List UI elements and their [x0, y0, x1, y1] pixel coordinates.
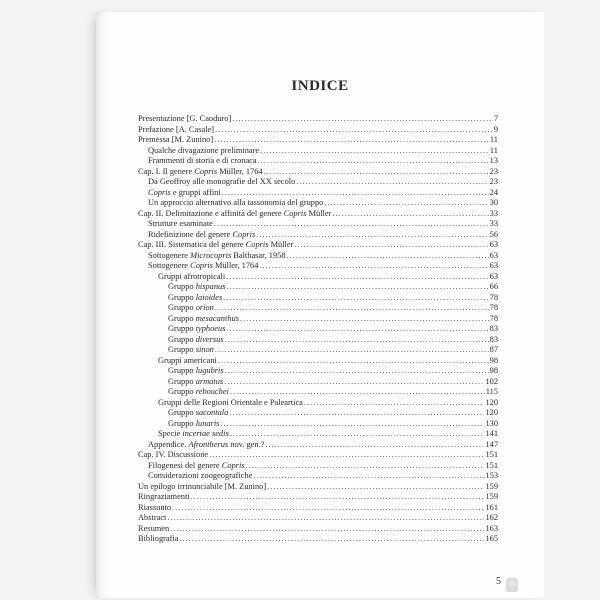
toc-entry-page: 98 — [489, 366, 498, 375]
toc-entry — [138, 335, 498, 346]
toc-entry — [138, 261, 498, 272]
toc-entry-text: Gruppo — [168, 345, 196, 354]
toc-entry-italic-text: sacontala — [195, 408, 229, 417]
toc-entry — [138, 240, 498, 251]
toc-entry — [138, 219, 498, 230]
dot-leader — [225, 366, 489, 377]
toc-entry-text: Müller, 1764 — [217, 166, 263, 176]
toc-entry-page: 162 — [485, 513, 498, 522]
toc-entry-text: Considerazioni zoogeografiche — [148, 471, 253, 480]
toc-entry-page: 78 — [489, 292, 498, 302]
toc-entry — [138, 366, 498, 377]
toc-entry-page: 163 — [485, 523, 498, 533]
toc-entry — [138, 125, 498, 136]
toc-entry-italic-text: sinon — [195, 345, 214, 354]
toc-entry-page: 151 — [485, 460, 498, 470]
toc-entry-page: 151 — [485, 450, 498, 459]
toc-entry-title — [148, 471, 252, 482]
toc-entry-page: 13 — [489, 156, 498, 165]
toc-entry-italic-text: Copris — [283, 208, 307, 218]
toc-entry-page: 153 — [485, 471, 498, 480]
dot-leader — [296, 177, 488, 188]
toc-entry — [138, 156, 498, 167]
toc-entry — [138, 398, 498, 409]
toc-entry — [138, 272, 498, 283]
toc-entry-title — [138, 114, 231, 125]
toc-entry-text: Ridefinizione del genere — [148, 229, 233, 239]
toc-entry — [138, 303, 498, 314]
dot-leader — [223, 293, 488, 304]
toc-entry — [138, 209, 498, 220]
toc-entry-title — [138, 492, 190, 503]
toc-entry — [138, 429, 498, 440]
toc-entry-text: Abstract — [138, 513, 167, 522]
toc-entry-page: 9 — [493, 124, 498, 134]
toc-entry-page: 147 — [485, 439, 498, 449]
toc-entry-title — [148, 261, 258, 272]
dot-leader — [265, 440, 484, 451]
toc-entry — [138, 482, 498, 493]
toc-entry-text: Presentazione [G. Caoduro] — [138, 114, 232, 123]
toc-entry — [138, 503, 498, 514]
toc-entry — [138, 146, 498, 157]
toc-entry — [138, 534, 498, 545]
toc-entry-page: 56 — [489, 229, 498, 239]
toc-entry — [138, 471, 498, 482]
toc-entry-page: 102 — [485, 376, 498, 386]
toc-entry — [138, 230, 498, 241]
toc-entry-text: Gruppo — [168, 408, 196, 417]
toc-entry-italic-text: Copris — [245, 240, 269, 249]
toc-entry-page: 78 — [489, 303, 498, 312]
toc-entry-text: Qualche divagazione preliminare — [148, 145, 260, 155]
dot-leader — [294, 240, 488, 251]
toc-entry-text: Gruppo — [168, 387, 196, 396]
toc-entry-page: 98 — [489, 355, 498, 365]
dot-leader — [172, 503, 484, 514]
toc-entry-text: Gruppi afrotropicali — [158, 271, 226, 281]
toc-entry-page: 159 — [485, 492, 498, 501]
toc-entry-text: Prefazione [A. Casale] — [138, 124, 215, 134]
toc-entry-text: Gruppo — [168, 366, 196, 375]
toc-entry-title — [158, 398, 303, 409]
toc-entry-title — [158, 429, 229, 440]
toc-entry-page: 141 — [485, 429, 498, 438]
toc-entry — [138, 135, 498, 146]
toc-entry — [138, 461, 498, 472]
toc-entry-text: Müller — [306, 208, 332, 218]
toc-entry-text: Sottogenere — [148, 250, 191, 260]
page-number: 5 — [496, 576, 501, 587]
toc-entry-text: Gruppo — [168, 313, 196, 323]
toc-entry — [138, 114, 498, 125]
toc-entry-title — [138, 209, 331, 220]
toc-entry — [138, 314, 498, 325]
toc-entry-title — [138, 135, 213, 146]
dot-leader — [332, 209, 488, 220]
dot-leader — [215, 345, 489, 356]
toc-entry-page: 33 — [489, 208, 498, 218]
dot-leader — [246, 461, 485, 472]
toc-entry-text: Gruppi delle Regioni Orientale e Paleartica — [158, 397, 303, 407]
dot-leader — [226, 272, 488, 283]
toc-entry-title — [168, 345, 214, 356]
toc-entry-italic-text: mesacanthus — [195, 313, 239, 323]
toc-entry — [138, 492, 498, 503]
toc-entry-text: nov. gen.? — [228, 439, 265, 449]
toc-entry-title — [168, 282, 225, 293]
toc-entry-page: 159 — [485, 481, 498, 491]
dot-leader — [179, 534, 484, 545]
toc-entry-page: 63 — [489, 250, 498, 260]
toc-entry-italic-text: Afrontherus — [188, 439, 229, 449]
toc-entry — [138, 188, 498, 199]
dot-leader — [215, 303, 489, 314]
toc-entry-text: Cap. II. Delimitazione e affinità del genere — [138, 208, 284, 218]
toc-entry — [138, 345, 498, 356]
toc-entry — [138, 440, 498, 451]
toc-entry-title — [168, 293, 222, 304]
toc-entry-page: 23 — [489, 166, 498, 176]
toc-entry-text: Müller, 1764 — [212, 261, 259, 270]
dot-leader — [287, 251, 489, 262]
toc-entry-page: 161 — [485, 502, 498, 512]
toc-entry-title — [168, 314, 239, 325]
dot-leader — [214, 135, 489, 146]
toc-entry-italic-text: diversus — [195, 334, 224, 344]
toc-entry — [138, 524, 498, 535]
toc-entry-italic-text: armatus — [195, 376, 224, 386]
toc-entry-text: Gruppo — [168, 303, 196, 312]
dot-leader — [224, 377, 484, 388]
toc-entry-italic-text: Copris — [221, 460, 245, 470]
dot-leader — [230, 429, 485, 440]
toc-entry-italic-text: Copris — [148, 187, 171, 197]
toc-entry-title — [148, 440, 264, 451]
dot-leader — [225, 335, 489, 346]
toc-entry-text: Müller — [268, 240, 294, 249]
toc-entry — [138, 177, 498, 188]
toc-entry-title — [138, 503, 171, 514]
toc-entry-page: 23 — [489, 177, 498, 186]
dot-leader — [253, 471, 484, 482]
dot-leader — [264, 167, 489, 178]
toc-entry-page: 115 — [485, 387, 498, 396]
toc-entry-page: 120 — [485, 408, 498, 417]
toc-entry-title — [138, 524, 169, 535]
toc-entry-title — [168, 408, 228, 419]
toc-entry-page: 24 — [489, 187, 498, 197]
toc-entry-text: Frammenti di storia e di cronaca — [148, 156, 257, 165]
dot-leader — [170, 524, 484, 535]
dot-leader — [218, 356, 489, 367]
toc-entry-page: 66 — [489, 282, 498, 291]
toc-entry-text: Sottogenere — [148, 261, 191, 270]
toc-entry — [138, 198, 498, 209]
toc-entry-title — [168, 419, 219, 430]
toc-entry-page: 130 — [485, 418, 498, 428]
toc-entry-page: 7 — [493, 114, 498, 123]
toc-entry-text: Balthasar, 1958 — [231, 250, 286, 260]
toc-entry — [138, 377, 498, 388]
toc-entry-text: Gruppo — [168, 376, 196, 386]
toc-entry-italic-text: incertae sedis — [182, 429, 229, 438]
toc-entry-text: Riassunto — [138, 502, 172, 512]
toc-entry-text: Un epilogo irrinunciabile [M. Zunino] — [138, 481, 267, 491]
toc-entry-text: Strutture esaminate — [148, 219, 213, 228]
toc-entry-title — [148, 177, 295, 188]
toc-entry-title — [168, 377, 223, 388]
toc-entry — [138, 513, 498, 524]
toc-entry-text: Cap. IV. Discussione — [138, 450, 209, 459]
toc-entry-title — [148, 230, 255, 241]
dot-leader — [191, 492, 485, 503]
toc-entry-italic-text: lunaris — [195, 418, 220, 428]
toc-entry-page: 78 — [489, 313, 498, 323]
toc-entry — [138, 408, 498, 419]
dot-leader — [259, 261, 488, 272]
toc-entry-title — [138, 513, 166, 524]
toc-entry-page: 30 — [489, 198, 498, 207]
table-of-contents — [138, 114, 498, 545]
toc-entry — [138, 167, 498, 178]
toc-entry — [138, 450, 498, 461]
toc-entry-text: Cap. III. Sistematica del genere — [138, 240, 246, 249]
toc-entry-italic-text: laioides — [195, 292, 223, 302]
dot-leader — [229, 408, 484, 419]
toc-entry-text: Bibliografia — [138, 534, 179, 543]
dot-leader — [220, 419, 484, 430]
dot-leader — [209, 450, 484, 461]
toc-entry-text: Gruppo — [168, 324, 196, 333]
toc-entry — [138, 282, 498, 293]
toc-entry-italic-text: Copris — [194, 166, 218, 176]
toc-entry-italic-text: lugubris — [195, 366, 224, 375]
dot-leader — [267, 482, 484, 493]
toc-entry-page: 87 — [489, 345, 498, 354]
toc-entry-title — [138, 534, 178, 545]
toc-entry-italic-text: hispanus — [195, 282, 226, 291]
toc-entry-text: Filogenesi del genere — [148, 460, 222, 470]
toc-entry-title — [138, 450, 208, 461]
toc-entry-title — [168, 366, 224, 377]
toc-entry-page: 120 — [485, 397, 498, 407]
toc-entry-text: Gruppo — [168, 292, 196, 302]
toc-entry-title — [148, 251, 286, 262]
toc-entry-italic-text: Copris — [232, 229, 256, 239]
toc-entry-page: 11 — [489, 135, 498, 144]
toc-entry-title — [168, 387, 229, 398]
dot-leader — [256, 230, 488, 241]
toc-entry-text: Specie — [158, 429, 183, 438]
toc-entry-text: Gruppo — [168, 334, 196, 344]
toc-entry-text: Gruppo — [168, 418, 196, 428]
toc-entry-title — [168, 303, 214, 314]
dot-leader — [304, 398, 485, 409]
toc-entry-title — [148, 156, 257, 167]
toc-entry-text: e gruppi affini — [170, 187, 221, 197]
toc-entry-title — [168, 335, 224, 346]
toc-entry-title — [138, 167, 263, 178]
dot-leader — [324, 198, 488, 209]
toc-entry-page: 33 — [489, 219, 498, 228]
toc-entry-italic-text: Copris — [190, 261, 213, 270]
toc-entry-title — [148, 146, 259, 157]
toc-entry-text: Gruppi americani — [158, 355, 217, 365]
toc-entry-text: Da Geoffroy alle monografie del XX secolo — [148, 177, 296, 186]
toc-entry-title — [138, 482, 266, 493]
dot-leader — [226, 324, 488, 335]
toc-entry-italic-text: rebouchei — [195, 387, 229, 396]
dot-leader — [215, 125, 493, 136]
toc-entry-title — [138, 125, 214, 136]
toc-entry-title — [148, 219, 213, 230]
toc-entry-text: Un approccio alternativo alla tassonomia del gruppo — [148, 198, 324, 207]
dot-leader — [226, 282, 488, 293]
book-page — [96, 12, 544, 598]
toc-entry-text: Gruppo — [168, 282, 196, 291]
dot-leader — [258, 156, 489, 167]
dot-leader — [240, 314, 489, 325]
toc-entry-page: 83 — [489, 334, 498, 344]
toc-entry-italic-text: orion — [195, 303, 214, 312]
library-stamp-icon — [506, 578, 518, 592]
toc-entry-title — [168, 324, 225, 335]
toc-entry-page: 83 — [489, 324, 498, 333]
toc-entry — [138, 251, 498, 262]
toc-entry-title — [148, 198, 323, 209]
toc-entry-title — [138, 240, 293, 251]
dot-leader — [230, 387, 485, 398]
toc-entry-text: Appendice. — [148, 439, 189, 449]
toc-entry-title — [158, 356, 217, 367]
toc-entry — [138, 293, 498, 304]
toc-entry — [138, 419, 498, 430]
toc-entry-text: Resumen — [138, 523, 170, 533]
toc-entry-text: Cap. I. Il genere — [138, 166, 195, 176]
toc-entry-page: 11 — [489, 145, 498, 155]
toc-entry-page: 63 — [489, 240, 498, 249]
toc-entry-title — [148, 188, 221, 199]
toc-entry — [138, 356, 498, 367]
dot-leader — [232, 114, 493, 125]
toc-entry — [138, 324, 498, 335]
toc-entry-title — [148, 461, 245, 472]
toc-entry-page: 63 — [489, 271, 498, 281]
page-title: INDICE — [291, 78, 349, 94]
toc-entry-title — [158, 272, 225, 283]
toc-entry — [138, 387, 498, 398]
toc-entry-page: 165 — [485, 534, 498, 543]
toc-entry-text: Premessa [M. Zunino] — [138, 135, 214, 144]
dot-leader — [167, 513, 484, 524]
toc-entry-text: Ringraziamenti — [138, 492, 190, 501]
dot-leader — [260, 146, 489, 157]
dot-leader — [222, 188, 489, 199]
toc-entry-italic-text: typhoeus — [195, 324, 226, 333]
dot-leader — [214, 219, 489, 230]
toc-entry-italic-text: Microcopris — [190, 250, 232, 260]
toc-entry-page: 63 — [489, 261, 498, 270]
